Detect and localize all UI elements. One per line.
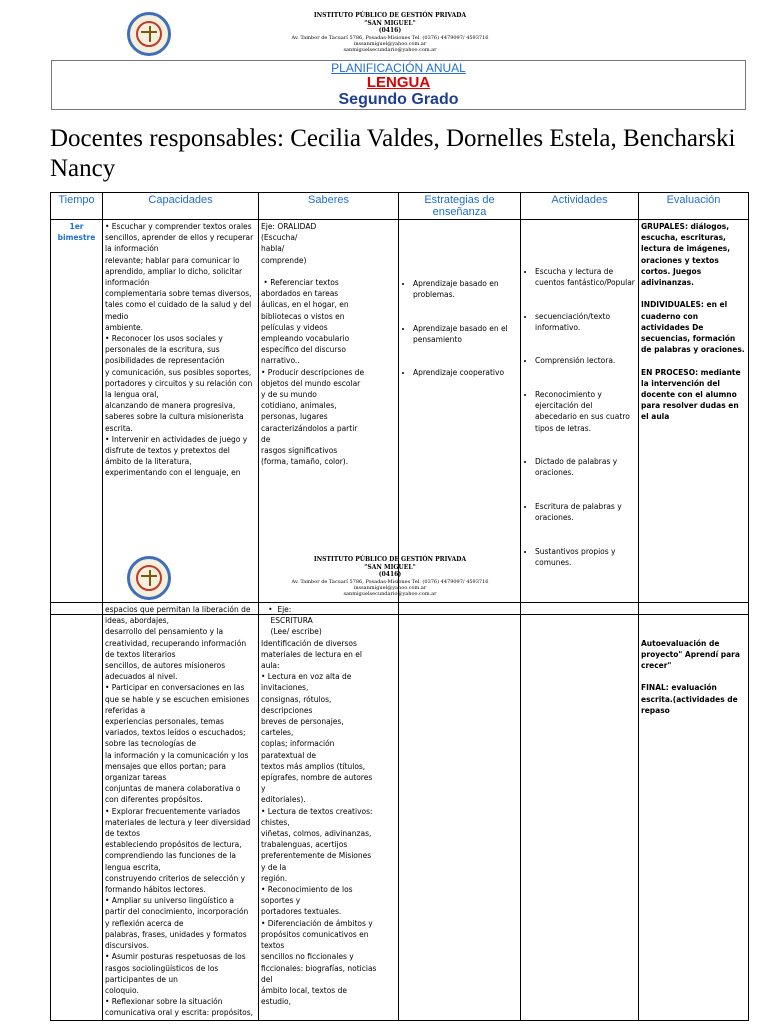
planning-table bbox=[50, 192, 749, 615]
tiempo-cell: 1er bimestre bbox=[51, 220, 103, 615]
institute-name: INSTITUTO PÚBLICO DE GESTIÓN PRIVADA bbox=[313, 556, 467, 563]
header-capacidades: Capacidades bbox=[103, 193, 259, 220]
list-item: • Escucha y lectura de cuentos fantástico/Popular bbox=[535, 266, 636, 288]
saberes-cell: • Eje: ESCRITURA (Lee/ escribe) Identificación de diversos materiales de lectura en el aula: • Lectura en voz alta de invitaciones, consignas, rótulos, descripciones breves de personajes, carteles, coplas; información paratextual de textos más amplios (títulos, epígrafes, nombre de autores y editoriales). • Lectura de textos creativos: chistes, viñetas, colmos, adivinanzas, trabalenguas, acertijos preferentemente de Misiones y de la región. • Reconocimiento de los soportes y portadores textuales. • Diferenciación de ámbitos y propósitos comunicativos en textos sencillos no ficcionales y ficcionales: biografías, noticias del ámbito local, textos de estudio, bbox=[259, 603, 399, 1021]
header-saberes: Saberes bbox=[259, 193, 399, 220]
evaluacion-cell: Autoevaluación de proyecto" Aprendí para crecer" FINAL: evaluación escrita.(actividades de repaso bbox=[639, 603, 749, 1021]
school-address: Av. Tambor de Tacuarí 5786, Posadas-Misiones Tel. (0376) 4479097/ 4593716 bbox=[291, 34, 489, 41]
tiempo-cell bbox=[51, 603, 103, 1021]
list-item: • Sustantivos propios y comunes. bbox=[535, 546, 636, 568]
school-code: (0416) bbox=[378, 571, 402, 578]
header-tiempo: Tiempo bbox=[51, 193, 103, 220]
school-seal-icon bbox=[127, 12, 171, 56]
saberes-cell: Eje: ORALIDAD (Escucha/ habla/ comprende) • Referenciar textos abordados en tareas áulicas, en el hogar, en bibliotecas o vistos en películas y videos empleando vocabulario específico del discurso narrativo.. • Producir descripciones de objetos del mundo escolar y de su mundo cotidiano, animales, personas, lugares caracterizándolos a partir de rasgos significativos (forma, tamaño, color). bbox=[259, 220, 399, 615]
school-email: inssanmiguel@yahoo.com.ar bbox=[353, 584, 427, 591]
capacidades-cell: espacios que permitan la liberación de ideas, abordajes, desarrollo del pensamiento y la creatividad, recuperando información de textos literarios sencillos, de autores misioneros adecuados al nivel. • Participar en conversaciones en las que se hable y se escuchen emisiones referidas a experiencias personales, temas variados, textos leídos o escuchados; sobre las tecnologías de la información y la comunicación y los mensajes que ellos portan; para organizar tareas conjuntas de manera colaborativa o con diferentes propósitos. • Explorar frecuentemente variados materiales de lectura y leer diversidad de textos estableciendo propósitos de lectura, comprendiendo las funciones de la lengua escrita, construyendo criterios de selección y formando hábitos lectores. • Ampliar su universo lingüístico a partir del conocimiento, incorporación y reflexión acerca de palabras, frases, unidades y formatos discursivos. • Asumir posturas respetuosas de los rasgos sociolingüísticos de los participantes de un coloquio. • Reflexionar sobre la situación comunicativa oral y escrita: propósitos, bbox=[103, 603, 259, 1021]
actividades-cell bbox=[521, 603, 639, 1021]
list-item: • Aprendizaje cooperativo bbox=[413, 367, 518, 378]
school-seal-icon bbox=[127, 556, 171, 600]
list-item: • Comprensión lectora. bbox=[535, 355, 636, 366]
title-box bbox=[51, 60, 746, 110]
planning-table-continued bbox=[50, 602, 749, 1021]
plan-title: PLANIFICACIÓN ANUAL bbox=[331, 61, 466, 75]
school-code: (0416) bbox=[378, 27, 402, 34]
header-actividades: Actividades bbox=[521, 193, 639, 220]
list-item: • Aprendizaje basado en el pensamiento bbox=[413, 323, 518, 345]
school-name: "SAN MIGUEL" bbox=[364, 19, 416, 27]
docentes-heading: Docentes responsables: Cecilia Valdes, Dornelles Estela, Bencharski Nancy bbox=[50, 125, 736, 182]
capacidades-cell: • Escuchar y comprender textos orales sencillos, aprender de ellos y recuperar la información relevante; hablar para comunicar lo aprendido, ampliar lo dicho, solicitar información complementaria sobre temas diversos, tales como el cuidado de la salud y del medio ambiente. • Reconocer los usos sociales y personales de la escritura, sus posibilidades de representación y comunicación, sus posibles soportes, portadores y circuitos y su relación con la lengua oral, alcanzando de manera progresiva, saberes sobre la cultura misionerista escrita. • Intervenir en actividades de juego y disfrute de textos y pretextos del ámbito de la literatura, experimentando con el lenguaje, en bbox=[103, 220, 259, 615]
institute-info bbox=[225, 556, 555, 597]
header-evaluacion: Evaluación bbox=[639, 193, 749, 220]
header-estrategias: Estrategias de enseñanza bbox=[399, 193, 521, 220]
grade-title: Segundo Grado bbox=[338, 91, 459, 108]
institute-info bbox=[225, 12, 555, 53]
evaluacion-cell: GRUPALES: diálogos, escucha, escrituras, lectura de imágenes, oraciones y textos cortos. Juegos adivinanzas. INDIVIDUALES: en el cuaderno con actividades De secuencias, formación de palabras y oraciones. EN PROCESO: mediante la intervención del docente con el alumno para resolver dudas en el aula bbox=[639, 220, 749, 615]
school-name: "SAN MIGUEL" bbox=[364, 563, 416, 571]
school-email: inssanmiguel@yahoo.com.ar bbox=[353, 40, 427, 47]
estrategias-cell bbox=[399, 603, 521, 1021]
institute-name: INSTITUTO PÚBLICO DE GESTIÓN PRIVADA bbox=[313, 12, 467, 19]
list-item: • Reconocimiento y ejercitación del abecedario en sus cuatro tipos de letras. bbox=[535, 389, 636, 434]
list-item: • Aprendizaje basado en problemas. bbox=[413, 278, 518, 300]
list-item: • Escritura de palabras y oraciones. bbox=[535, 501, 636, 523]
list-item: • secuenciación/texto informativo. bbox=[535, 311, 636, 333]
school-address: Av. Tambor de Tacuarí 5786, Posadas-Misiones Tel. (0376) 4479097/ 4593716 bbox=[291, 578, 489, 585]
school-email-2: sanmiguelsecundario@yahoo.com.ar bbox=[343, 591, 437, 597]
list-item: • Dictado de palabras y oraciones. bbox=[535, 456, 636, 478]
subject-title: LENGUA bbox=[366, 74, 431, 91]
school-email-2: sanmiguelsecundario@yahoo.com.ar bbox=[343, 47, 437, 53]
